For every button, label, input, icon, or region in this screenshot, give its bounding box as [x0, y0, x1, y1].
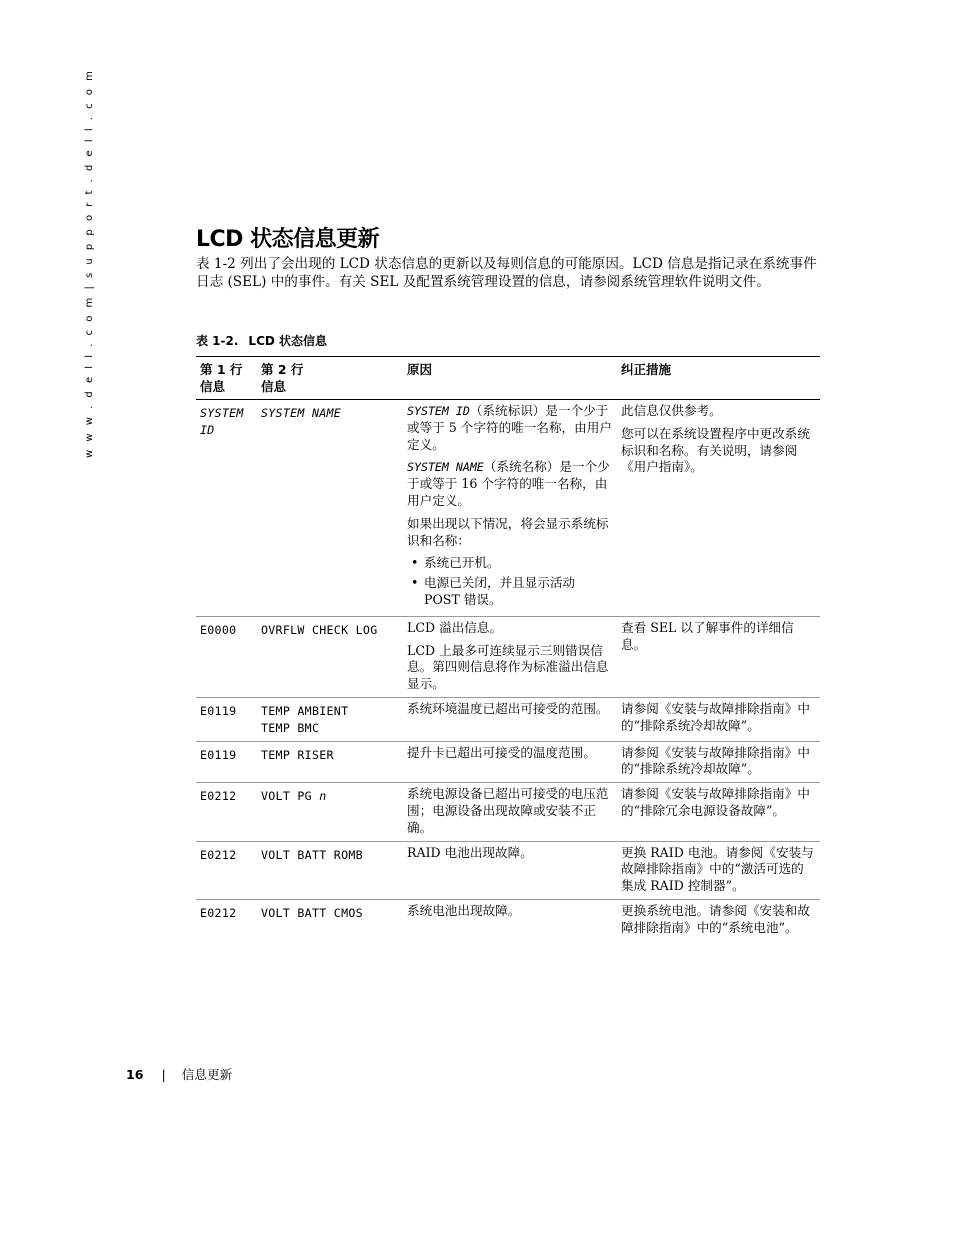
- cause-paragraph: LCD 上最多可连续显示三则错误信息。第四则信息将作为标准溢出信息显示。: [407, 642, 609, 692]
- table-row: [196, 841, 820, 899]
- cell-cause: 系统电源设备已超出可接受的电压范围；电源设备出现故障或安装不正确。: [403, 783, 617, 841]
- action-paragraph: 此信息仅供参考。: [621, 403, 722, 418]
- cell-line1: E0212: [196, 783, 257, 841]
- action-paragraph: 您可以在系统设置程序中更改系统标识和名称。有关说明，请参阅《用户指南》。: [621, 425, 810, 475]
- header-action: 纠正措施: [617, 357, 820, 400]
- cell-action: 请参阅《安装与故障排除指南》中的“排除冗余电源设备故障”。: [617, 783, 820, 841]
- table-caption-label: 表 1-2.: [196, 334, 239, 348]
- cell-line2: TEMP RISER: [257, 741, 403, 783]
- code-term: SYSTEM ID: [407, 404, 470, 418]
- table-header-row: [196, 357, 820, 400]
- line2-prefix: VOLT PG: [261, 789, 312, 804]
- cell-action: 请参阅《安装与故障排除指南》中的“排除系统冷却故障”。: [617, 741, 820, 783]
- cell-action: [617, 400, 820, 617]
- cell-action: 请参阅《安装与故障排除指南》中的“排除系统冷却故障”。: [617, 697, 820, 741]
- cell-cause: [403, 616, 617, 697]
- page-number: 16: [126, 1067, 144, 1082]
- footer-section-title: 信息更新: [181, 1067, 233, 1082]
- cell-cause: 系统环境温度已超出可接受的范围。: [403, 697, 617, 741]
- cause-bullet-list: [407, 555, 613, 608]
- table-row: [196, 616, 820, 697]
- page-title: LCD 状态信息更新: [196, 227, 380, 252]
- table-row: [196, 783, 820, 841]
- cell-line2: [257, 783, 403, 841]
- footer-separator: |: [161, 1067, 166, 1082]
- table-caption-title: LCD 状态信息: [248, 334, 328, 348]
- cell-line1: E0212: [196, 841, 257, 899]
- cell-line1: E0212: [200, 905, 237, 920]
- table-row: [196, 697, 820, 741]
- table-row: [196, 899, 820, 940]
- line2-variable: n: [319, 789, 327, 804]
- side-url: w w w . d e l l . c o m | s u p p o r t . d e l l . c o m: [84, 68, 95, 458]
- cause-paragraph: [407, 459, 613, 509]
- cell-line1: E0000: [196, 616, 257, 697]
- cell-action: 查看 SEL 以了解事件的详细信息。: [617, 616, 820, 697]
- cell-line2: OVRFLW CHECK LOG: [257, 616, 403, 697]
- list-item: • 系统已开机。: [407, 555, 613, 572]
- list-item: • 电源已关闭，并且显示活动 POST 错误。: [407, 575, 613, 609]
- intro-paragraph: 表 1-2 列出了会出现的 LCD 状态信息的更新以及每则信息的可能原因。LCD 信息是指记录在系统事件日志 (SEL) 中的事件。有关 SEL 及配置系统管理设置的信息，请参阅系统管理软件说明文件。: [196, 256, 817, 290]
- cell-line2: TEMP AMBIENT TEMP BMC: [257, 697, 403, 741]
- cell-line2: SYSTEM NAME: [257, 400, 403, 617]
- cause-text: （系统名称）是一个少于或等于 16 个字符的唯一名称，由用户定义。: [407, 459, 610, 508]
- cell-cause: RAID 电池出现故障。: [403, 841, 617, 899]
- code-term: SYSTEM NAME: [407, 460, 484, 475]
- cause-paragraph: LCD 溢出信息。: [407, 619, 503, 635]
- cell-line1: E0119: [196, 697, 257, 741]
- cell-line2: VOLT BATT ROMB: [257, 841, 403, 899]
- lcd-status-table: [196, 356, 820, 941]
- cell-action: 更换 RAID 电池。请参阅《安装与故障排除指南》中的“激活可选的集成 RAID 控制器”。: [617, 841, 820, 899]
- cell-cause: 系统电池出现故障。: [407, 902, 521, 918]
- header-line2: 第 2 行 信息: [257, 357, 403, 400]
- header-line1: 第 1 行 信息: [196, 357, 257, 400]
- cell-action: 更换系统电池。请参阅《安装和故障排除指南》中的“系统电池”。: [621, 902, 810, 935]
- cell-cause: [403, 400, 617, 617]
- table-row: [196, 741, 820, 783]
- cell-line1: SYSTEM ID: [196, 400, 257, 617]
- page-footer: [126, 1064, 232, 1083]
- cause-paragraph: [407, 403, 613, 453]
- table-row: [196, 400, 820, 617]
- cell-line2: VOLT BATT CMOS: [261, 905, 363, 920]
- header-cause: 原因: [403, 357, 617, 400]
- cell-cause: 提升卡已超出可接受的温度范围。: [403, 741, 617, 783]
- table-caption: [196, 332, 327, 349]
- cause-text: （系统标识）是一个少于或等于 5 个字符的唯一名称，由用户定义。: [407, 403, 612, 452]
- cause-paragraph: 如果出现以下情况，将会显示系统标识和名称：: [407, 515, 609, 548]
- cell-line1: E0119: [196, 741, 257, 783]
